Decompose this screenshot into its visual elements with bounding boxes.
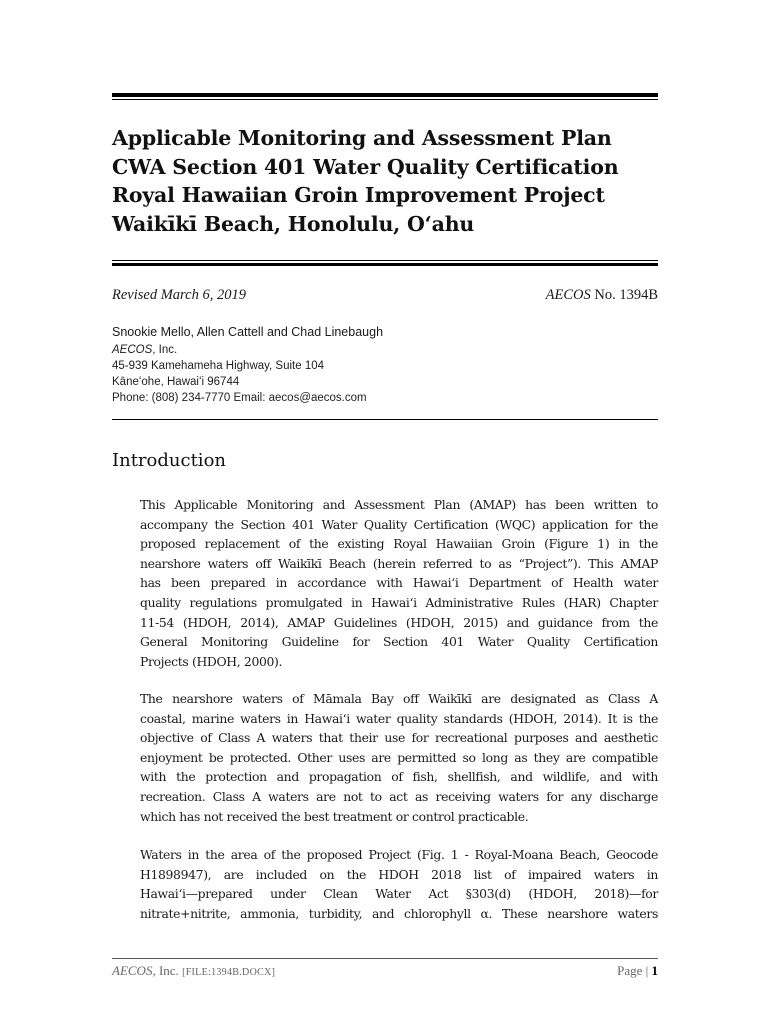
address-line-1: 45-939 Kamehameha Highway, Suite 104	[112, 360, 325, 372]
paragraph-line: recreation. Class A waters are not to act as receiving waters for any discharge	[140, 788, 658, 804]
paragraph-line: This Applicable Monitoring and Assessment Plan (AMAP) has been written to	[140, 497, 658, 512]
document-title	[112, 124, 672, 238]
paragraph-line: which has not received the best treatment or control practicable.	[140, 808, 529, 824]
title-line: Waikīkī Beach, Honolulu, Oʻahu	[112, 211, 475, 236]
paragraph-line: Projects (HDOH, 2000).	[140, 653, 283, 669]
paragraph-line: nearshore waters off Waikīkī Beach (herein referred to as “Project”). This AMAP	[140, 555, 658, 571]
org-rest: , Inc.	[152, 344, 178, 356]
paragraph-1	[140, 495, 658, 671]
paragraph-line: proposed replacement of the existing Royal Hawaiian Groin (Figure 1) in the	[140, 536, 658, 552]
title-line: CWA Section 401 Water Quality Certification	[112, 154, 619, 179]
paragraph-line: objective of Class A waters that their use for recreational purposes and aesthetic	[140, 730, 658, 746]
footer-page-number	[617, 963, 658, 979]
document-number	[546, 287, 658, 304]
paragraph-line: The nearshore waters of Māmala Bay off Waikīkī are designated as Class A	[140, 691, 658, 706]
footer-org-rest: , Inc.	[152, 963, 183, 978]
footer-file-ref: [FILE:1394B.DOCX]	[182, 967, 276, 978]
paragraph-line: Waters in the area of the proposed Project (Fig. 1 - Royal-Moana Beach, Geocode	[140, 847, 658, 862]
revision-date: Revised March 6, 2019	[112, 287, 246, 303]
paragraph-line: coastal, marine waters in Hawaiʻi water quality standards (HDOH, 2014). It is the	[140, 710, 658, 726]
address-rule	[112, 419, 658, 420]
doc-number-value: No. 1394B	[590, 287, 658, 303]
doc-number-org: AECOS	[545, 287, 591, 303]
author-names: Snookie Mello, Allen Cattell and Chad Linebaugh	[112, 325, 384, 339]
paragraph-2	[140, 689, 658, 826]
page-label: Page |	[617, 963, 652, 978]
footer-org-italic: AECOS	[112, 963, 153, 978]
paragraph-line: H1898947), are included on the HDOH 2018 list of impaired waters in	[140, 866, 658, 882]
address-line-2: Kāneʻohe, Hawaiʻi 96744	[112, 376, 240, 388]
organization-name	[112, 342, 367, 358]
author-address	[112, 342, 367, 406]
paragraph-line: enjoyment be protected. Other uses are permitted so long as they are compatible	[140, 749, 658, 765]
paragraph-line: quality regulations promulgated in Hawaiʻi Administrative Rules (HAR) Chapter	[140, 594, 658, 610]
page-number: 1	[651, 963, 658, 978]
paragraph-line: 11-54 (HDOH, 2014), AMAP Guidelines (HDOH, 2015) and guidance from the	[140, 614, 658, 630]
title-line: Royal Hawaiian Groin Improvement Project	[112, 183, 605, 207]
org-italic: AECOS	[112, 344, 153, 356]
section-heading-introduction: Introduction	[112, 450, 226, 471]
footer-rule	[112, 958, 658, 959]
footer-organization	[112, 963, 275, 979]
paragraph-line: with the protection and propagation of fish, shellfish, and wildlife, and with	[140, 769, 658, 785]
title-rule-thin	[112, 260, 658, 261]
contact-line: Phone: (808) 234-7770 Email: aecos@aecos.com	[112, 392, 367, 404]
paragraph-line: has been prepared in accordance with Hawaiʻi Department of Health water	[140, 575, 658, 591]
paragraph-3	[140, 845, 658, 923]
title-line: Applicable Monitoring and Assessment Plan	[112, 126, 612, 150]
paragraph-line: Hawaiʻi—prepared under Clean Water Act §303(d) (HDOH, 2018)—for	[140, 886, 658, 902]
header-rule-top-thin	[112, 99, 658, 100]
paragraph-line: General Monitoring Guideline for Section 401 Water Quality Certification	[140, 634, 658, 650]
title-rule-thick	[112, 263, 658, 266]
header-rule-top	[112, 93, 658, 97]
paragraph-line: nitrate+nitrite, ammonia, turbidity, and chlorophyll α. These nearshore waters	[140, 905, 658, 921]
paragraph-line: accompany the Section 401 Water Quality Certification (WQC) application for the	[140, 516, 658, 532]
